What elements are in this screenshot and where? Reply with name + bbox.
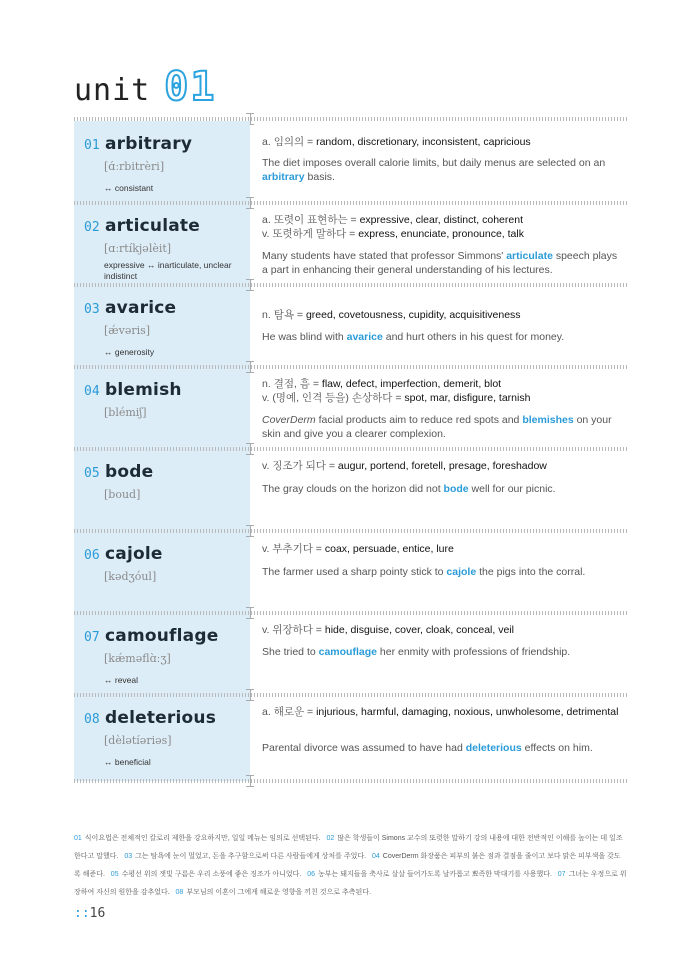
entry-pronunciation: [ɑːrtíkjəlèit] [104,242,172,255]
entry-opposite: ↔ reveal [104,675,139,685]
entry-word: blemish [105,380,182,400]
definition: a. 또렷이 표현하는 = expressive, clear, distinct, coherent v. 또렷하게 말하다 = express, enunciate, pronounce, talk [262,214,524,240]
entry-number: 02 [84,220,100,235]
entry-pronunciation: [kədʒóul] [104,570,157,583]
entry-opposite: ↔ beneficial [104,757,151,767]
entry-word: arbitrary [105,134,193,154]
definition: n. 결점, 흠 = flaw, defect, imperfection, demerit, blot v. (명예, 인격 등을) 손상하다 = spot, mar, disfigure, tarnish [262,378,531,404]
entry-pronunciation: [ɑ́ːrbitrèri] [104,160,165,173]
example-sentence: The gray clouds on the horizon did not bode well for our picnic. [262,483,556,495]
entry-number: 06 [84,548,100,563]
entry-word: bode [105,462,154,482]
example-sentence: Parental divorce was assumed to have had deleterious effects on him. [262,742,593,754]
entry-number: 04 [84,384,100,399]
example-sentence: She tried to camouflage her enmity with professions of friendship. [262,646,571,658]
entry-opposite: ↔ consistant [104,183,154,193]
separator [74,529,627,533]
separator [74,283,627,287]
entry-pronunciation: [ǽvəris] [104,324,151,337]
example-sentence: Many students have stated that professor Simmons' articulate speech plays a part in enhancing their general understanding of his lectures. [262,250,618,276]
entry-word: cajole [105,544,163,564]
definition: n. 탐욕 = greed, covetousness, cupidity, acquisitiveness [262,309,521,321]
example-sentence: The farmer used a sharp pointy stick to cajole the pigs into the corral. [262,566,586,578]
entry-number: 03 [84,302,100,317]
entry-word: deleterious [105,708,217,728]
entry-pronunciation: [blémiʃ] [104,406,147,419]
definition: a. 임의의 = random, discretionary, inconsistent, capricious [262,136,531,148]
separator [74,611,627,615]
definition: a. 해로운 = injurious, harmful, damaging, noxious, unwholesome, detrimental [262,706,619,718]
example-sentence: CoverDerm facial products aim to reduce red spots and blemishes on your skin and give you a clearer complexion. [262,414,612,440]
definition: v. 징조가 되다 = augur, portend, foretell, presage, foreshadow [262,460,547,472]
entry-number: 05 [84,466,100,481]
unit-number: 01 [164,64,217,110]
entry-pronunciation: [dèlətíəriəs] [104,734,172,747]
entry-number: 01 [84,138,100,153]
note: 08 부모님의 이혼이 그에게 해로운 영향을 끼친 것으로 추측된다. [175,889,371,896]
separator [74,365,627,369]
entry-opposite: expressive ↔ inarticulate, unclear indistinct [104,260,232,281]
entry-word: articulate [105,216,200,236]
note: 06 농부는 돼지들을 축사로 살살 들어가도록 날카롭고 뾰족한 막대기를 사용했다. [307,871,552,878]
unit-title [74,62,217,110]
entry-opposite: ↔ generosity [104,347,155,357]
note: 02 많은 학생들이 Simons 교수의 또렷한 말하기 강의 내용에 대한 전반적인 이해를 높이는 데 일조한다고 말했다. [74,835,623,860]
page-number: ::16 [74,906,106,921]
separator [74,779,627,783]
note: 03 그는 탐욕에 눈이 멀었고, 돈을 추구함으로써 다른 사람들에게 상처를 주었다. [124,853,367,860]
note: 05 수평선 위의 잿빛 구름은 우리 소풍에 좋은 징조가 아니었다. [110,871,302,878]
separator [74,447,627,451]
definition: v. 부추기다 = coax, persuade, entice, lure [262,543,454,555]
entry-word: camouflage [105,626,219,646]
translation-notes [74,830,627,902]
note: 07 그녀는 우정으로 위장하여 자신의 원한을 감추었다. [74,871,627,896]
separator [74,201,627,205]
entry-number: 08 [84,712,100,727]
example-sentence: He was blind with avarice and hurt others in his quest for money. [262,331,565,343]
definition: v. 위장하다 = hide, disguise, cover, cloak, conceal, veil [262,624,514,636]
entry-number: 07 [84,630,100,645]
separator [74,693,627,697]
note: 04 CoverDerm 화장품은 피부의 붉은 점과 결점을 줄이고 보다 맑은 피부색을 갖도록 해준다. [74,853,621,878]
note: 01 식이요법은 전체적인 칼로리 제한을 강요하지만, 일일 메뉴는 임의로 선택된다. [74,835,321,842]
entry-pronunciation: [boud] [104,488,141,501]
entry-pronunciation: [kǽməflɑ̀ːʒ] [104,652,171,665]
example-sentence: The diet imposes overall calorie limits, but daily menus are selected on an arbitrary basis. [262,157,606,183]
unit-word: unit [74,73,151,108]
entry-word: avarice [105,298,177,318]
